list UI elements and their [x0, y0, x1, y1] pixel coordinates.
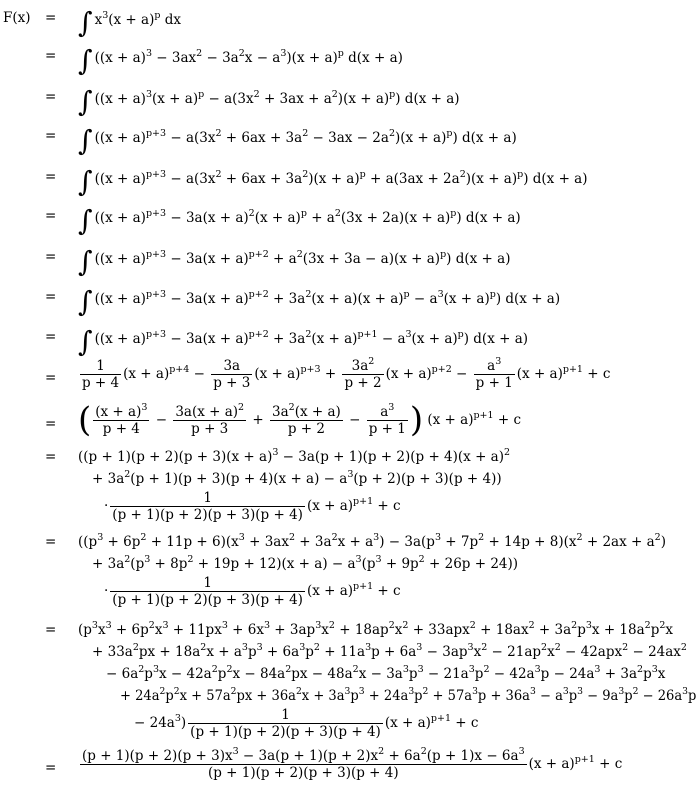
equals-sign: = [45, 10, 57, 26]
integral-sign: ∫ [78, 6, 93, 39]
step-9-expr: $((x + a)^{p+3} - 3a(x + a)^{p+2} + 3a^2(x + a)^{p+1} - a^3(x + a)^p)$ d(x + a) [94, 329, 529, 347]
step-6-expr: $((x + a)^{p+3} - 3a(x + a)^2(x + a)^p + a^2(3x + 2a)(x + a)^p)$ d(x + a) [94, 208, 521, 226]
integral-sign: ∫ [78, 204, 93, 237]
integral-sign: ∫ [78, 165, 93, 198]
step-2 [78, 44, 403, 77]
step-10: $\frac{1}{p + 4}$ $(x + a)^{p+4}$ − $\frac{3a}{p + 3}$ $(x + a)^{p+3}$ + $\frac{3a^2}{p + 2}$ $(x + a)^{p+2}$ − $\frac{a^3}{p + 1}$ $(x + a)^{p+1} + c$ [82, 356, 611, 391]
step-13-line-b: + $3a^2(p^3 + 8p^2 + 19p + 12)(x + a) - a^3(p^3 + 9p^2 + 26p + 24)$) [92, 554, 519, 572]
step-12-line-a: ($(p + 1)(p + 2)(p + 3)(x + a)^3 - 3a(p + 1)(p + 2)(p + 4)(x + a)^2$ [78, 447, 511, 465]
step-5 [78, 165, 588, 198]
step-3-expr: $((x + a)^3(x + a)^p - a(3x^2 + 3ax + a^2)(x + a)^p)$ d(x + a) [94, 89, 460, 107]
step-6 [78, 204, 521, 237]
equals-sign: = [45, 329, 57, 345]
step-13-line-c: · $\frac{1}{(p + 1)(p + 2)(p + 3)(p + 4)}$ $(x + a)^{p+1} + c$ [104, 575, 401, 608]
step-7 [78, 245, 511, 278]
integral-sign: ∫ [78, 85, 93, 118]
integral-sign: ∫ [78, 124, 93, 157]
step-15-result: $(p + 1)(p + 2)(p + 3)x^3 - 3a(p + 1)(p + 2)x^2 + 6a^2(p + 1)x - 6a^3$ (p + 1)(p + 2)(p + 3)(p + 4) $(x + a)^{p+1} + c$ [82, 746, 623, 781]
step-1-expr: $x^3(x + a)^p$ dx [94, 10, 181, 28]
equals-sign: = [45, 208, 57, 224]
equals-sign: = [45, 760, 57, 776]
step-5-expr: $((x + a)^{p+3} - a(3x^2 + 6ax + 3a^2)(x + a)^p + a(3ax + 2a^2)(x + a)^p)$ d(x + a) [94, 169, 588, 187]
equals-sign: = [45, 449, 57, 465]
integral-sign: ∫ [78, 44, 93, 77]
equals-sign: = [45, 370, 57, 386]
equals-sign: = [45, 89, 57, 105]
step-11: ( $\frac{(x + a)^3}{p + 4}$ − $\frac{3a(x + a)^2}{p + 3}$ + $\frac{3a^2(x + a)}{p + 2}$ − $\frac{a^3}{p + 1}$ ) $(x + a)^{p+1} + c$ [78, 400, 522, 440]
step-4-expr: $((x + a)^{p+3} - a(3x^2 + 6ax + 3a^2 - 3ax - 2a^2)(x + a)^p)$ d(x + a) [94, 128, 517, 146]
step-14-line-d: + $24a^2p^2x + 57a^2px + 36a^2x + 3a^3p^3 + 24a^3p^2 + 57a^3p + 36a^3 - a^3p^3 - 9a^3p^2 - 26a^3p$ [120, 686, 697, 704]
step-9 [78, 325, 529, 358]
integral-sign: ∫ [78, 325, 93, 358]
step-4 [78, 124, 517, 157]
equals-sign: = [45, 534, 57, 550]
step-12-line-b: + $3a^2(p + 1)(p + 3)(p + 4)(x + a) - a^3(p + 2)(p + 3)(p + 4)$) [92, 469, 502, 487]
equals-sign: = [45, 416, 57, 432]
lhs-f-of-x: F(x) [3, 10, 31, 26]
step-1 [78, 6, 181, 39]
step-12-line-c: · $\frac{1}{(p + 1)(p + 2)(p + 3)(p + 4)}$ $(x + a)^{p+1} + c$ [104, 490, 401, 523]
step-14-line-a: ($p^3x^3 + 6p^2x^3 + 11px^3 + 6x^3 + 3ap^3x^2 + 18ap^2x^2 + 33apx^2 + 18ax^2 + 3a^2p^3x + 18a^2p^2x$ [78, 620, 674, 638]
step-8 [78, 285, 561, 318]
step-8-expr: $((x + a)^{p+3} - 3a(x + a)^{p+2} + 3a^2(x + a)(x + a)^p - a^3(x + a)^p)$ d(x + a) [94, 289, 561, 307]
step-13-line-a: ($(p^3 + 6p^2 + 11p + 6)(x^3 + 3ax^2 + 3a^2x + a^3) - 3a(p^3 + 7p^2 + 14p + 8)(x^2 + 2ax + a^2)$ [78, 532, 666, 550]
step-14-line-e: − $24a^3$) $\frac{1}{(p + 1)(p + 2)(p + 3)(p + 4)}$ $(x + a)^{p+1} + c$ [134, 707, 479, 740]
step-14-line-b: + $33a^2px + 18a^2x + a^3p^3 + 6a^3p^2 + 11a^3p + 6a^3 - 3ap^3x^2 - 21ap^2x^2 - 42apx^2 - 24ax^2$ [92, 642, 687, 660]
equals-sign: = [45, 48, 57, 64]
equals-sign: = [45, 622, 57, 638]
integral-sign: ∫ [78, 285, 93, 318]
step-14-line-c: − $6a^2p^3x - 42a^2p^2x - 84a^2px - 48a^2x - 3a^3p^3 - 21a^3p^2 - 42a^3p - 24a^3 + 3a^2p^3x$ [106, 664, 666, 682]
equals-sign: = [45, 249, 57, 265]
integral-sign: ∫ [78, 245, 93, 278]
step-2-expr: $((x + a)^3 - 3ax^2 - 3a^2x - a^3)(x + a)^p$ d(x + a) [94, 48, 403, 66]
equals-sign: = [45, 169, 57, 185]
step-3 [78, 85, 460, 118]
equals-sign: = [45, 128, 57, 144]
step-7-expr: $((x + a)^{p+3} - 3a(x + a)^{p+2} + a^2(3x + 3a - a)(x + a)^p)$ d(x + a) [94, 249, 511, 267]
equals-sign: = [45, 289, 57, 305]
